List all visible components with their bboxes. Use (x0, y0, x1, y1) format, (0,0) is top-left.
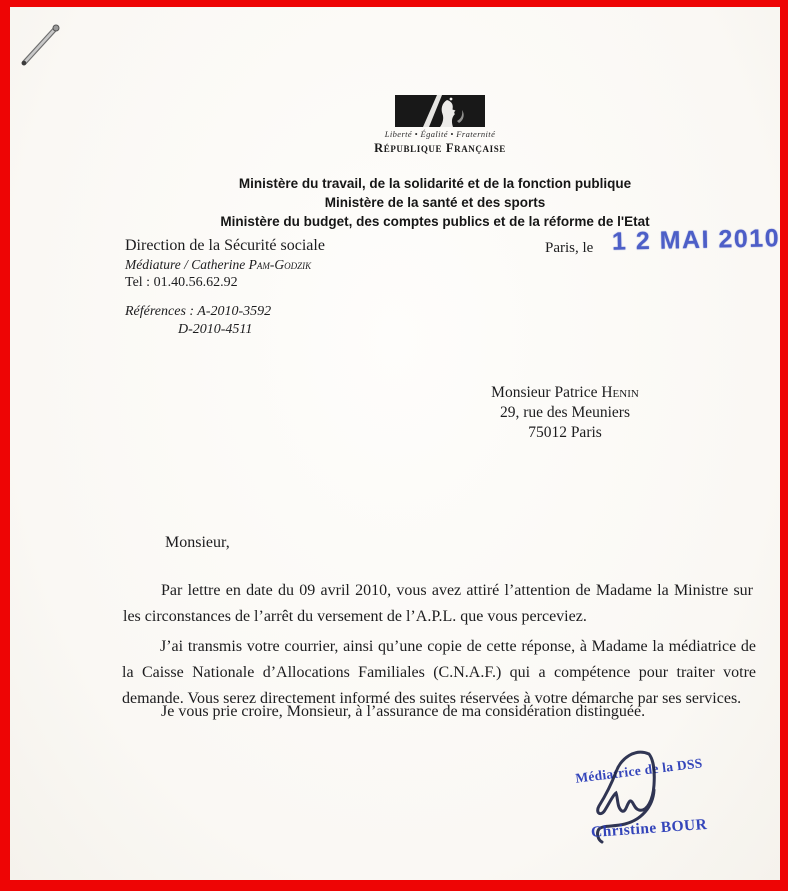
logo-republic-title: République Française (374, 141, 506, 155)
date-stamp: 1 2 MAI 2010 (611, 224, 781, 256)
sender-direction: Direction de la Sécurité sociale (125, 237, 325, 254)
reference-line-1: Références : A-2010-3592 (125, 304, 272, 319)
letter-paper (10, 7, 780, 880)
sender-tel: Tel : 01.40.56.62.92 (125, 275, 238, 290)
reference-line-2: D-2010-4511 (178, 322, 253, 337)
references-block (125, 303, 271, 339)
mediature-name: Pam-Godzik (248, 257, 312, 272)
recipient-street: 29, rue des Meuniers (500, 404, 630, 421)
handwritten-signature (565, 748, 695, 858)
recipient-name-prefix: Monsieur Patrice (491, 384, 602, 401)
recipient-name-last: Henin (601, 384, 639, 401)
recipient-block (415, 383, 715, 443)
mediature-prefix: Médiature / Catherine (125, 257, 249, 272)
ministry-line-2: Ministère de la santé et des sports (324, 195, 546, 210)
ministry-line-1: Ministère du travail, de la solidarité et de la fonction publique (238, 176, 632, 191)
signature-title-stamp: Médiatrice de la DSS (574, 755, 704, 786)
body-paragraph-2: J’ai transmis votre courrier, ainsi qu’une copie de cette réponse, à Madame la médiatrice de la Caisse Nationale d’Allocations Familiales (C.N.A.F.) qui a compétence pour traiter votre demande. Vous serez directement informé des suites réservées à votre démarche par ses services. (122, 638, 756, 707)
signature-name-stamp: Christine BOUR (590, 815, 708, 842)
marianne-logo (395, 95, 485, 127)
dateline-place: Paris, le (545, 240, 594, 256)
sender-block (125, 237, 325, 291)
logo-tagline: Liberté • Égalité • Fraternité (384, 129, 496, 139)
body-paragraph-1: Par lettre en date du 09 avril 2010, vous avez attiré l’attention de Madame la Ministre sur les circonstances de l’arrêt du versement de l’A.P.L. que vous perceviez. (123, 582, 753, 625)
ministry-header (95, 174, 775, 231)
closing-line: Je vous prie croire, Monsieur, à l’assurance de ma considération distinguée. (161, 703, 646, 720)
sender-mediature (125, 257, 325, 273)
recipient-city: 75012 Paris (528, 424, 602, 441)
recipient-name (415, 383, 715, 403)
salutation: Monsieur, (165, 534, 230, 551)
ministry-line-3: Ministère du budget, des comptes publics et de la réforme de l'Etat (220, 214, 650, 229)
pin-icon (12, 15, 66, 73)
